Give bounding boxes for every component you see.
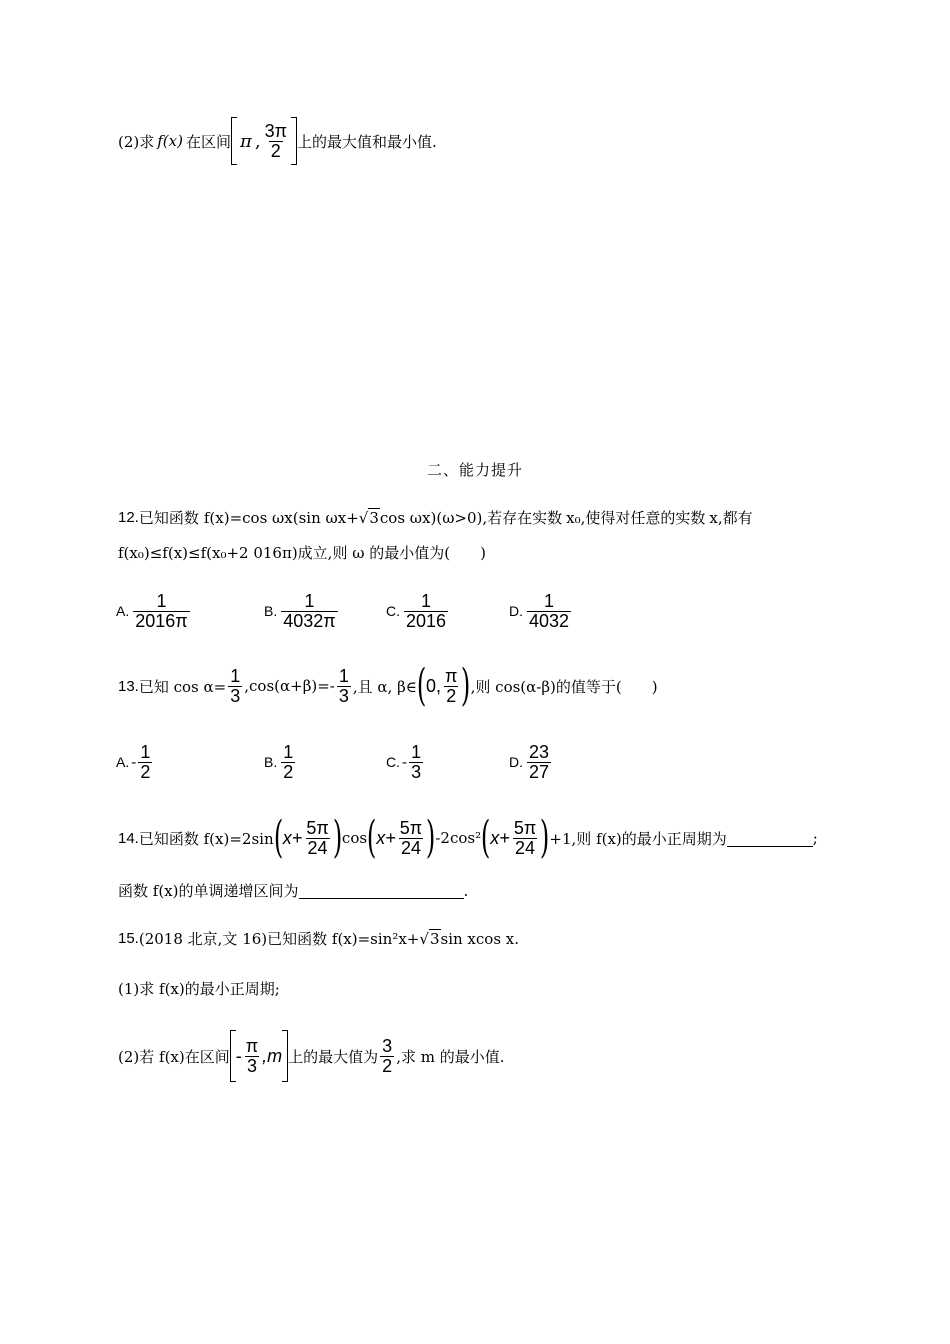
q13-text-d: ,则 cos(α-β)的值等于( ) — [470, 677, 658, 696]
q12-text-a: 已知函数 — [138, 509, 199, 527]
section-title: 二、能力提升 — [426, 461, 523, 479]
part2-line: (2)求 f(x) 在区间 π , $\frac{3\pi}{2}$ 上的最大值和最小值. — [118, 117, 437, 165]
q12-line2: f(x₀)≤f(x)≤f(x₀+2 016π)成立,则 ω 的最小值为( ) — [118, 544, 486, 562]
q12-option-a: A. $\frac{1}{2016\pi}$ — [116, 591, 188, 631]
q13-option-b: B. $\frac{1}{2}$ — [264, 742, 294, 782]
q14-number: 14. — [118, 829, 139, 847]
q14-line2: 函数 f(x)的单调递增区间为 . — [118, 881, 469, 900]
q12-option-d: D. $\frac{1}{4032}$ — [509, 591, 570, 631]
q12-text-e: x,都有 — [709, 509, 753, 527]
q13-number: 13. — [118, 677, 139, 695]
q13-text-a: 已知 cos α= — [138, 677, 227, 696]
interval-start: π — [239, 130, 252, 152]
q13-option-d: D. $\frac{23}{27}$ — [509, 742, 550, 782]
q15-part1: (1)求 f(x)的最小正周期; — [118, 980, 280, 998]
q13-option-c: C. - $\frac{1}{3}$ — [386, 742, 422, 782]
right-paren: ) — [461, 660, 471, 711]
part2-mid: 在区间 — [185, 132, 231, 151]
interval-end-den: 2 — [270, 140, 281, 161]
left-paren: ( — [416, 660, 427, 711]
q15-line: 15. (2018 北京,文 16)已知函数 f(x)=sin²x+ √ 3 sin xcos x. — [118, 929, 520, 948]
interval-end-fraction — [263, 122, 289, 161]
q12-sqrt: √ 3 — [358, 509, 379, 527]
q12-text-b: f(x)=cos ωx(sin ωx+ — [203, 508, 359, 527]
q12-option-b: B. $\frac{1}{4032\pi}$ — [264, 591, 336, 631]
q13-option-a: A. - $\frac{1}{2}$ — [116, 742, 151, 782]
part2-fx: f(x) — [157, 132, 183, 150]
q12-line1 — [118, 507, 753, 528]
part2-label: (2)求 — [118, 132, 155, 151]
interval-end-num: 3π — [264, 120, 287, 141]
q15-sqrt: √ 3 — [419, 930, 440, 948]
q12-text-d: x₀,使得对任意的实数 — [566, 509, 706, 527]
q14-answer-blank-1[interactable] — [727, 830, 813, 847]
q13-line: 13. 已知 cos α= $\frac{1}{3}$ ,cos(α+β)=- $\frac{1}{3}$ ,且 α, β∈ ( 0, $\frac{\pi}{2}$ ) ,则 cos(α-β)的值等于( ) — [118, 660, 658, 711]
q12-text-c: cos ωx)(ω>0),若存在实数 — [379, 509, 563, 527]
q15-number: 15. — [118, 930, 139, 947]
q13-text-c: ,且 α, β∈ — [352, 677, 417, 696]
q14-text-a: 已知函数 f(x)=2sin — [138, 829, 274, 848]
q15-part2: (2)若 f(x)在区间 - $\frac{\pi}{3}$ ,m 上的最大值为 $\frac{3}{2}$ ,求 m 的最小值. — [118, 1030, 504, 1082]
part2-end: 上的最大值和最小值. — [297, 132, 437, 151]
q12-option-c: C. $\frac{1}{2016}$ — [386, 591, 447, 631]
q13-text-b: ,cos(α+β)=- — [244, 677, 335, 695]
left-bracket — [231, 117, 237, 165]
q12-number: 12. — [118, 509, 139, 526]
q14-answer-blank-2[interactable] — [299, 882, 464, 899]
q14-line1: 14. 已知函数 f(x)=2sin ( x+ $\frac{5\pi}{24}$ ) cos ( x+ $\frac{5\pi}{24}$ ) -2cos² ( x+ $\frac{5\pi}{24}$ ) +1,则 f(x)的最小正周期为 ; — [118, 812, 818, 863]
